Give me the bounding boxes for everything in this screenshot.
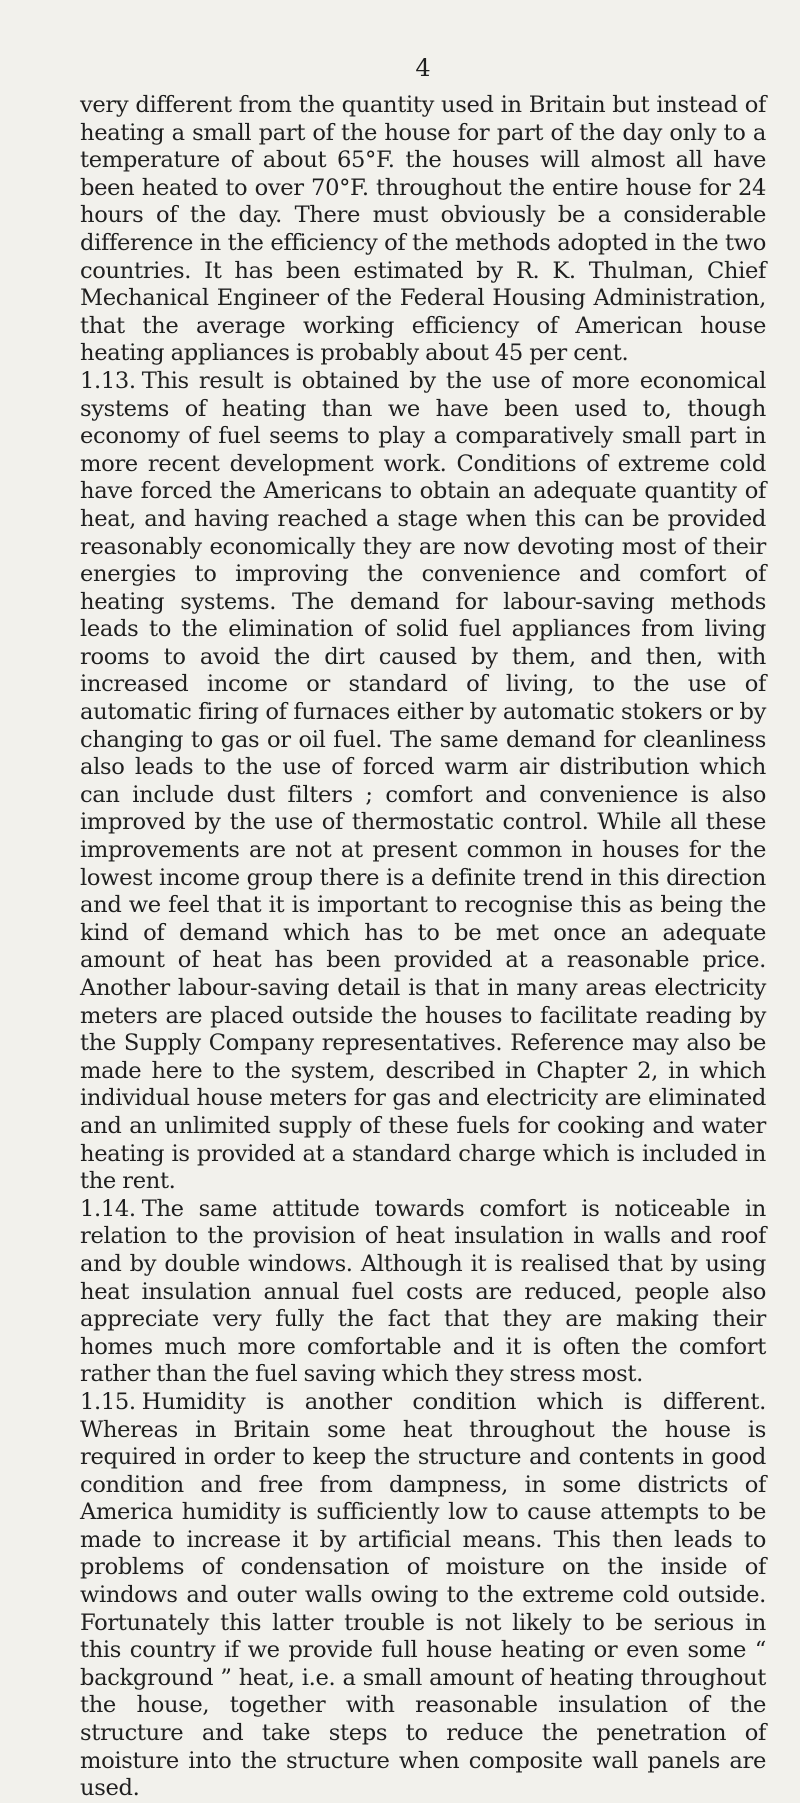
page-number: 4 (415, 54, 431, 82)
paragraph-text: very different from the quantity used in Britain but instead of heating a small part of the house for part of the day only to a temperature of about 65°F. the houses will almost all have been heated to over 70°F. throughout the entire house for 24 hours of the day. There must obviously be a considerable difference in the efficiency of the methods adopted in the two countries. It has been estimated by R. K. Thulman, Chief Mechanical Engineer of the Federal Housing Administration, that the average working efficiency of American house heating appliances is probably about 45 per cent. (80, 92, 766, 367)
paragraph-text: The same attitude towards comfort is noticeable in relation to the provision of heat insulation in walls and roof and by double windows. Although it is realised that by using heat insulation annual fuel costs are reduced, people also appreciate very fully the fact that they are making their homes much more comfortable and it is often the comfort rather than the fuel saving which they stress most. (80, 1195, 766, 1388)
paragraph-1-13 (80, 368, 766, 1196)
paragraph-1-15 (80, 1389, 766, 1803)
paragraph-continuation (80, 92, 766, 368)
paragraph-text: Humidity is another condition which is different. Whereas in Britain some heat throughout the house is required in order to keep the structure and contents in good condition and free from dampness, in some districts of America humidity is sufficiently low to cause attempts to be made to increase it by artificial means. This then leads to problems of condensation of moisture on the inside of windows and outer walls owing to the extreme cold outside. Fortunately this latter trouble is not likely to be serious in this country if we provide full house heating or even some “ background ” heat, i.e. a small amount of heating throughout the house, together with reasonable insulation of the structure and take steps to reduce the penetration of moisture into the structure when composite wall panels are used. (80, 1388, 766, 1802)
paragraph-number: 1.15. (80, 1388, 136, 1415)
paragraph-number: 1.14. (80, 1195, 136, 1222)
paragraph-number: 1.13. (80, 367, 136, 394)
body-text (80, 92, 766, 1803)
paragraph-text: This result is obtained by the use of more economical systems of heating than we have been used to, though economy of fuel seems to play a comparatively small part in more recent development work. Conditions of extreme cold have forced the Americans to obtain an adequate quantity of heat, and having reached a stage when this can be provided reasonably economically they are now devoting most of their energies to improving the convenience and comfort of heating systems. The demand for labour-saving methods leads to the elimination of solid fuel appliances from living rooms to avoid the dirt caused by them, and then, with increased income or standard of living, to the use of automatic firing of furnaces either by automatic stokers or by changing to gas or oil fuel. The same demand for cleanliness also leads to the use of forced warm air distribution which can include dust filters ; comfort and convenience is also improved by the use of thermostatic control. While all these improvements are not at present common in houses for the lowest income group there is a definite trend in this direction and we feel that it is important to recognise this as being the kind of demand which has to be met once an adequate amount of heat has been provided at a reasonable price. Another labour-saving detail is that in many areas electricity meters are placed outside the houses to facilitate reading by the Supply Company representatives. Reference may also be made here to the system, described in Chapter 2, in which individual house meters for gas and electricity are eliminated and an unlimited supply of these fuels for cooking and water heating is provided at a standard charge which is included in the rent. (80, 367, 766, 1195)
paragraph-1-14 (80, 1196, 766, 1389)
